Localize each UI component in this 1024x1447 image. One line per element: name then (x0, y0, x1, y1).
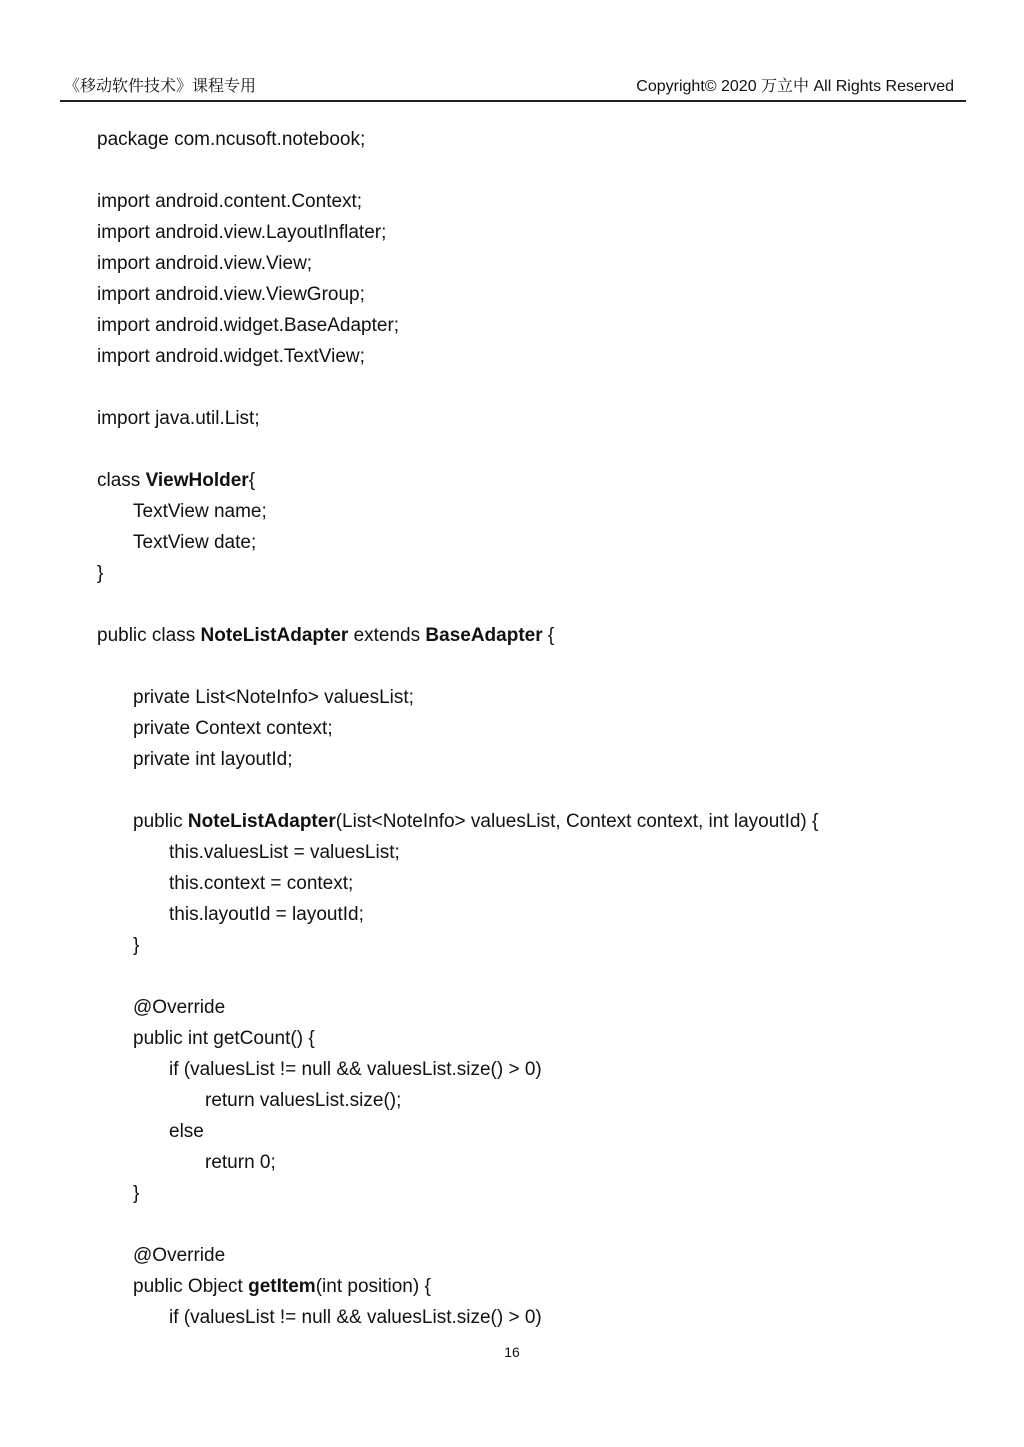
code-line: return 0; (205, 1152, 276, 1173)
code-text: (int position) { (315, 1276, 431, 1297)
code-line: if (valuesList != null && valuesList.size() > 0) (169, 1307, 542, 1328)
code-line: import java.util.List; (97, 408, 260, 429)
code-line: this.context = context; (169, 873, 354, 894)
course-title: 《移动软件技术》课程专用 (64, 78, 257, 95)
code-line: this.valuesList = valuesList; (169, 842, 400, 863)
page-number: 16 (504, 1344, 520, 1360)
code-line: public int getCount() { (133, 1028, 315, 1049)
blank-line (97, 372, 957, 403)
code-line: if (valuesList != null && valuesList.size() > 0) (169, 1059, 542, 1080)
code-line (97, 620, 957, 651)
code-line (97, 465, 957, 496)
code-text: public (133, 811, 188, 832)
code-line (97, 1271, 957, 1302)
code-line: } (97, 563, 104, 584)
code-line: else (169, 1121, 204, 1142)
code-listing (97, 124, 957, 1333)
code-text: extends (348, 625, 426, 646)
method-name-getitem: getItem (248, 1276, 316, 1297)
blank-line (97, 1209, 957, 1240)
code-text: { (248, 470, 256, 491)
code-line: TextView date; (133, 532, 257, 553)
code-line: } (133, 1183, 140, 1204)
code-line: import android.content.Context; (97, 191, 363, 212)
code-text: class (97, 470, 146, 491)
code-text: (List<NoteInfo> valuesList, Context context, int layoutId) { (335, 811, 819, 832)
copyright-notice: Copyright© 2020 万立中 All Rights Reserved (636, 78, 954, 95)
code-line: } (133, 935, 140, 956)
header-divider (60, 100, 966, 102)
code-line: import android.view.View; (97, 253, 313, 274)
code-line: TextView name; (133, 501, 267, 522)
blank-line (97, 775, 957, 806)
code-line: @Override (133, 997, 226, 1018)
constructor-name: NoteListAdapter (187, 811, 336, 832)
blank-line (97, 434, 957, 465)
code-line: package com.ncusoft.notebook; (97, 129, 366, 150)
code-line: import android.widget.BaseAdapter; (97, 315, 400, 336)
code-line: import android.widget.TextView; (97, 346, 365, 367)
code-line: import android.view.LayoutInflater; (97, 222, 387, 243)
code-line: private int layoutId; (133, 749, 293, 770)
code-line: import android.view.ViewGroup; (97, 284, 365, 305)
blank-line (97, 589, 957, 620)
blank-line (97, 961, 957, 992)
code-line: private Context context; (133, 718, 333, 739)
blank-line (97, 155, 957, 186)
code-line: @Override (133, 1245, 226, 1266)
code-text: public class (97, 625, 201, 646)
code-line (97, 806, 957, 837)
code-line: private List<NoteInfo> valuesList; (133, 687, 414, 708)
class-name-baseadapter: BaseAdapter (425, 625, 543, 646)
page-header (60, 76, 966, 100)
code-text: { (542, 625, 555, 646)
code-text: public Object (133, 1276, 249, 1297)
code-line: this.layoutId = layoutId; (169, 904, 364, 925)
class-name-notelistadapter: NoteListAdapter (200, 625, 349, 646)
code-line: return valuesList.size(); (205, 1090, 402, 1111)
class-name-viewholder: ViewHolder (145, 470, 249, 491)
blank-line (97, 651, 957, 682)
